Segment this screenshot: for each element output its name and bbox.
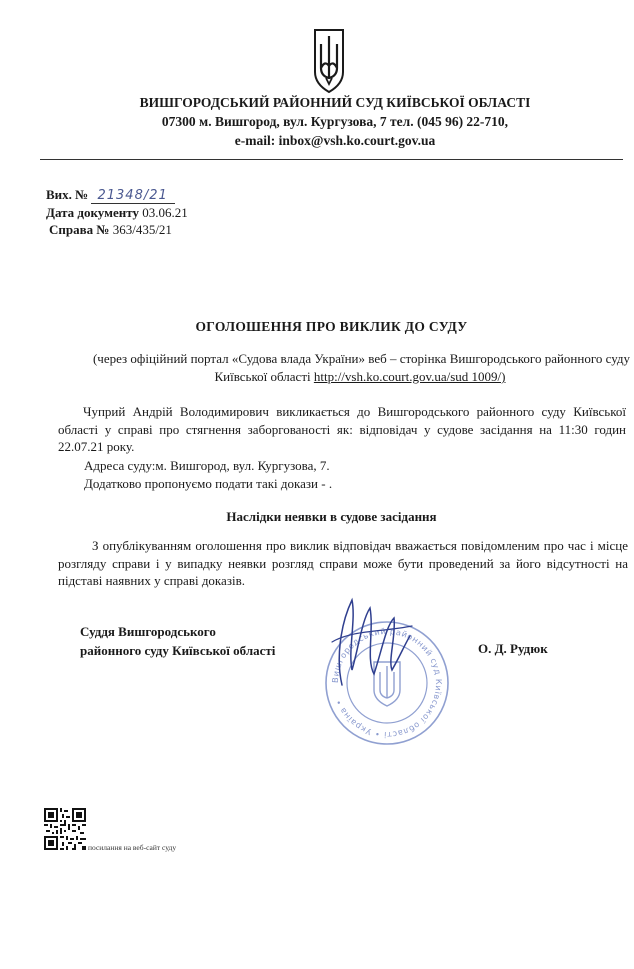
judge-title-line2: районного суду Київської області: [80, 643, 276, 658]
qr-code-icon[interactable]: [44, 808, 86, 850]
portal-note-line1: (через офіційний портал «Судова влада України» веб – сторінка Вишгородського районного суду: [92, 351, 630, 366]
qr-caption: посилання на веб-сайт суду: [88, 843, 177, 852]
judge-title: [80, 622, 275, 660]
document-date-value: 03.06.21: [142, 205, 188, 220]
handwritten-signature-icon: [322, 590, 422, 700]
court-email: e-mail: inbox@vsh.ko.court.gov.ua: [234, 133, 436, 148]
portal-note-line2: Київської області: [214, 369, 314, 384]
notice-title: ОГОЛОШЕННЯ ПРО ВИКЛИК ДО СУДУ: [195, 319, 468, 334]
portal-note: [60, 350, 630, 386]
trident-emblem-icon: [312, 26, 346, 94]
outgoing-number-handwritten: 21348/21: [91, 189, 175, 204]
judge-title-line1: Суддя Вишгородського: [80, 624, 216, 639]
case-number-label: Справа №: [49, 222, 110, 237]
seal-text: Вишгородський районний суд Київської області • Україна •: [329, 625, 445, 741]
document-date-row: [46, 205, 188, 221]
court-name: ВИШГОРОДСЬКИЙ РАЙОННИЙ СУД КИЇВСЬКОЇ ОБЛАСТІ: [139, 95, 531, 110]
consequences-text: З опублікуванням оголошення про виклик відповідач вважається повідомленим про час і місце розгляду справи і у випадку неявки розгляд справи може бути проведений за його відсутності на підставі наявних у справі доказів.: [58, 538, 628, 588]
case-number-value: 363/435/21: [112, 222, 172, 237]
court-address-line: Адреса суду:м. Вишгород, вул. Кургузова, 7.: [84, 458, 330, 473]
court-address: 07300 м. Вишгород, вул. Кургузова, 7 тел. (045 96) 22-710,: [161, 114, 509, 129]
header-divider: [40, 159, 623, 160]
consequences-paragraph: [58, 537, 628, 590]
summons-text: Чуприй Андрій Володимирович викликається до Вишгородського районного суду Київської області у справі про стягнення заборгованості як: відповідач у судове засідання на 11:30 годин 22.07.21 року.: [58, 404, 626, 454]
summons-paragraph: [58, 403, 626, 456]
evidence-line: Додатково пропонуємо подати такі докази - .: [84, 476, 333, 491]
judge-name: О. Д. Рудюк: [478, 641, 548, 656]
document-date-label: Дата документу: [46, 205, 139, 220]
outgoing-number-row: [46, 187, 175, 204]
consequences-title: Наслідки неявки в судове засідання: [226, 509, 437, 524]
outgoing-number-label: Вих. №: [46, 187, 89, 202]
portal-url-link[interactable]: http://vsh.ko.court.gov.ua/sud 1009/): [313, 369, 506, 384]
case-number-row: [49, 222, 172, 238]
